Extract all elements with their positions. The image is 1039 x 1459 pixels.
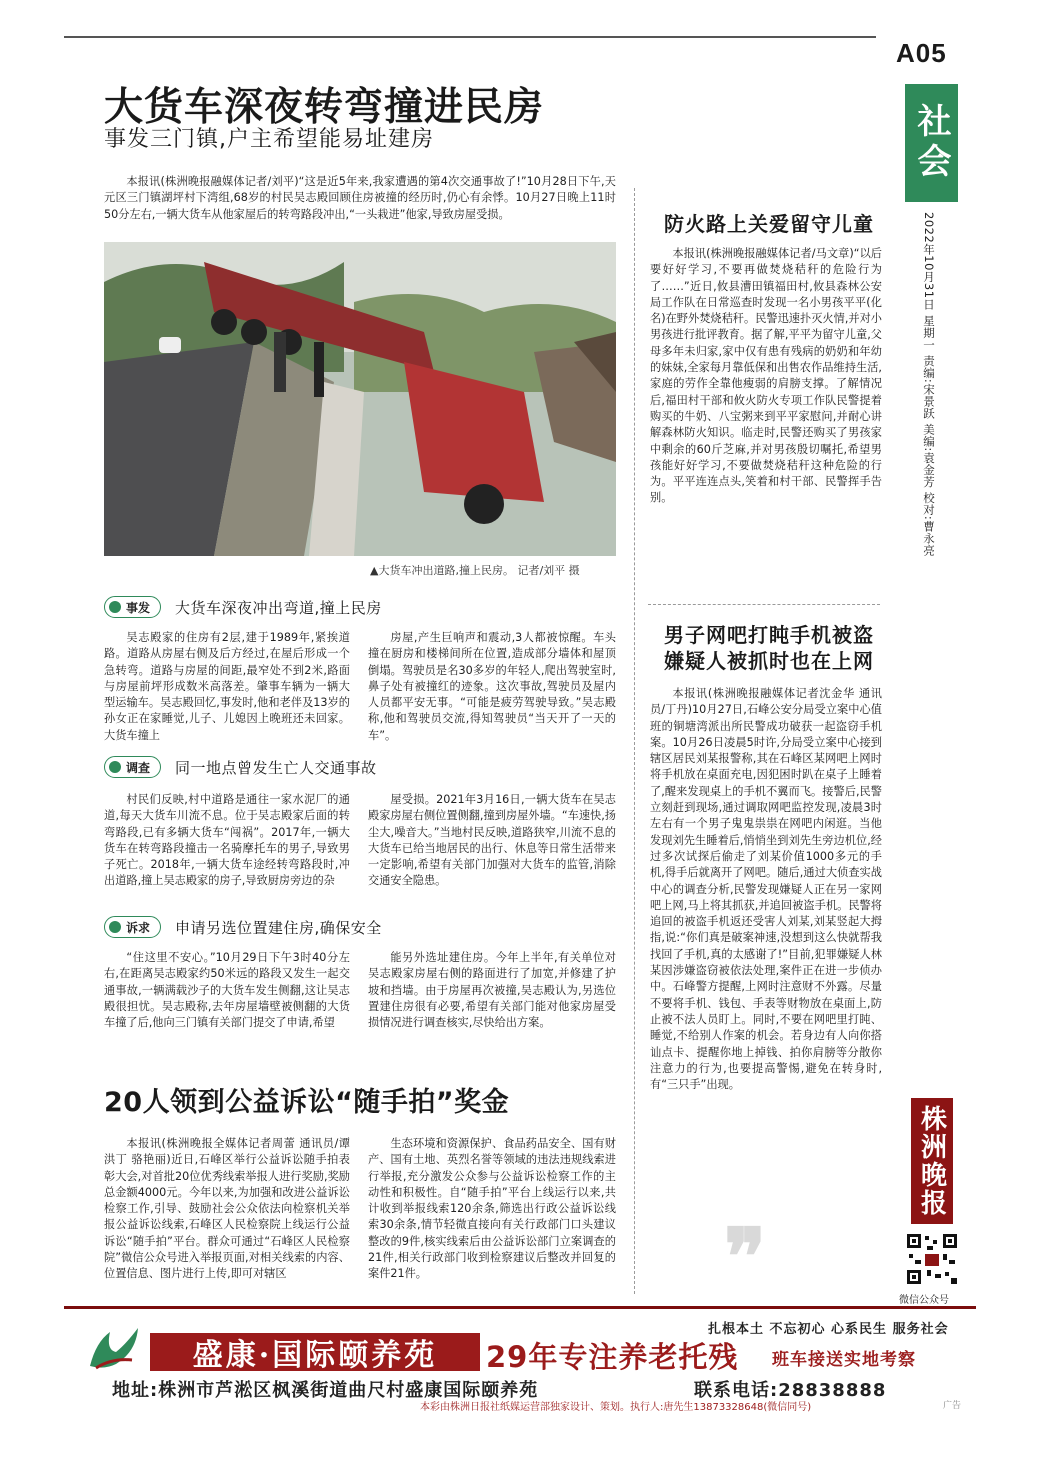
section-col-left <box>104 792 350 890</box>
ad-slogan: 扎根本土 不忘初心 心系民生 服务社会 <box>708 1322 949 1337</box>
quote-mark-icon: ❞ <box>724 1212 766 1303</box>
story4-headline: 男子网吧打盹手机被盗 嫌疑人被抓时也在上网 <box>664 623 874 673</box>
ad-brand: 盛康·国际颐养苑 <box>150 1333 480 1371</box>
section-col-left <box>104 950 350 1031</box>
news-photo <box>104 242 616 556</box>
paragraph: 本报讯(株洲晚报融媒体记者沈金华 通讯员/丁丹)10月27日,石峰公安分局受立案中心值班的铜塘湾派出所民警成功破获一起盗窃手机案。10月26日凌晨5时许,分局受立案中心接到辖区居民刘某报警称,其在石峰区某网吧上网时将手机放在桌面充电,因犯困时趴在桌子上睡着了,醒来发现桌上的手机不翼而飞。接警后,民警立刻赶到现场,通过调取网吧监控发现,凌晨3时左右有一个男子鬼鬼祟祟在网吧内闲逛。当他发现刘先生睡着后,悄悄坐到刘先生旁边机位,经过多次试探后偷走了刘某价值1000多元的手机,得手后就离开了网吧。随后,通过大侦查实战中心的调查分析,民警发现嫌疑人正在另一家网吧上网,马上将其抓获,并追回被盗手机。民警将追回的被盗手机返还受害人刘某,刘某竖起大拇指,说:“你们真是破案神速,没想到这么快就帮我找回了手机,真的太感谢了!”目前,犯罪嫌疑人林某因涉嫌盗窃被依法处理,案件正在进一步侦办中。石峰警方提醒,上网时注意财不外露。尽量不要将手机、钱包、手表等财物放在桌面上,防止被不法人员盯上。同时,不要在网吧里打盹、睡觉,不给别人作案的机会。若身边有人向你搭讪点卡、提醒你地上掉钱、拍你肩膀等分散你注意力的行为,也要提高警惕,避免在转身时,有“三只手”出现。 <box>650 687 882 1092</box>
tag-dot-icon <box>109 601 121 613</box>
tag-dot-icon <box>109 761 121 773</box>
column-divider <box>634 188 636 1294</box>
paragraph: “住这里不安心。”10月29日下午3时40分左右,在距离吴志殿家约50米远的路段又发生一起交通事故,一辆满载沙子的大货车发生侧翻,这让吴志殿很担忧。吴志殿称,去年房屋墙壁被侧翻的大货车撞了后,他向三门镇有关部门提交了申请,希望 <box>104 951 350 1030</box>
story-separator <box>648 604 880 605</box>
paragraph: 本报讯(株洲晚报全媒体记者周蕾 通讯员/谭洪丁 骆艳丽)近日,石峰区举行公益诉讼随手拍表彰大会,对首批20位优秀线索举报人进行奖励,奖励总金额4000元。今年以来,为加强和改进公益诉讼检察工作,引导、鼓励社会公众依法向检察机关举报公益诉讼线索,石峰区人民检察院上线运行公益诉讼“随手拍”平台。群众可通过“石峰区人民检察院”微信公众号进入举报页面,对相关线索的内容、位置信息、图片进行上传,即可对辖区 <box>104 1137 350 1281</box>
newspaper-logo: 株洲晚报 <box>911 1098 953 1224</box>
dateline: 2022年10月31日 星期一 责编:宋景跃 美编:袁金芳 校对:曹永亮 <box>922 212 936 557</box>
section-heading: 同一地点曾发生亡人交通事故 <box>175 758 377 777</box>
section-tab[interactable]: 社会 <box>905 84 958 202</box>
paragraph: 吴志殿家的住房有2层,建于1989年,紧挨道路。道路从房屋右侧及后方经过,在屋后形成一个急转弯。道路与房屋的间距,最窄处不到2米,路面与房屋前坪形成数米高落差。肇事车辆为一辆大型运输车。吴志殿回忆,事发时,他和老伴及13岁的孙女正在家睡觉,儿子、儿媳因上晚班还未回家。大货车撞上 <box>104 631 350 742</box>
paragraph: 本报讯(株洲晚报融媒体记者/马文章)“以后要好好学习,不要再做焚烧秸秆的危险行为了……”近日,攸县漕田镇福田村,攸县森林公安局工作队在日常巡查时发现一名小男孩平平(化名)在野外焚烧秸秆。民警迅速扑灭火情,并对小男孩进行批评教育。据了解,平平为留守儿童,父母多年未归家,家中仅有患有残病的奶奶和年幼的妹妹,全家每月靠低保和出售农作品维持生活,家庭的劳作全靠他瘦弱的肩膀支撑。了解情况后,福田村干部和攸火防火专项工作队民警提着购买的牛奶、八宝粥来到平平家慰问,并耐心讲解森林防火知识。临走时,民警还购买了男孩家中剩余的60斤芝麻,并对男孩殷切嘱托,希望男孩能好好学习,不要做焚烧秸秆这种危险的行为。平平连连点头,笑着和村干部、民警挥手告别。 <box>650 247 882 505</box>
main-lead-text: 本报讯(株洲晚报融媒体记者/刘平)“这是近5年来,我家遭遇的第4次交通事故了!”10月28日下午,天元区三门镇湖坪村下湾组,68岁的村民吴志殿回顾住房被撞的经历时,仍心有余悸。10月27日晚上11时50分左右,一辆大货车从他家屋后的转弯路段冲出,“一头栽进”他家,导致房屋受损。 <box>104 175 616 221</box>
section-col-right <box>368 630 616 744</box>
paragraph: 生态环境和资源保护、食品药品安全、国有财产、国有土地、英烈名誉等领域的违法违规线索进行举报,充分激发公众参与公益诉讼检察工作的主动性和积极性。自“随手拍”平台上线运行以来,共计收到举报线索120余条,筛选出行政公益诉讼线索30余条,情节轻微直接向有关行政部门口头建议整改的9件,核实线索后由公益诉讼部门立案调查的21件,相关行政部门收到检察建议后整改并回复的案件21件。 <box>368 1137 616 1281</box>
qr-code-icon <box>905 1232 959 1286</box>
main-subheadline: 事发三门镇,户主希望能易址建房 <box>104 127 434 152</box>
section-header-investigation <box>104 756 377 778</box>
section-header-incident <box>104 596 382 618</box>
ad-phone: 联系电话:28838888 <box>694 1380 887 1401</box>
ad-tagline: 29年专注养老托残 <box>486 1340 739 1374</box>
tag-badge <box>104 756 161 778</box>
tag-label: 调查 <box>126 760 151 775</box>
photo-caption: ▲大货车冲出道路,撞上民房。 记者/刘平 摄 <box>370 564 580 577</box>
top-rule <box>64 36 876 38</box>
section-col-right <box>368 950 616 1031</box>
ad-address: 地址:株洲市芦淞区枫溪街道曲尺村盛康国际颐养苑 <box>112 1380 539 1401</box>
story3-headline: 防火路上关爱留守儿童 <box>664 212 874 236</box>
ad-logo-icon <box>86 1322 144 1372</box>
section-col-right <box>368 792 616 890</box>
story4-body <box>650 686 882 1093</box>
section-heading: 大货车深夜冲出弯道,撞上民房 <box>175 598 382 617</box>
story3-body <box>650 246 882 507</box>
ad-tagline-secondary: 班车接送实地考察 <box>772 1350 916 1370</box>
qr-code[interactable] <box>905 1232 959 1286</box>
page-number: A05 <box>896 38 947 68</box>
paragraph: 能另外选址建住房。今年上半年,有关单位对吴志殿家房屋右侧的路面进行了加宽,并修建了护坡和挡墙。由于房屋再次被撞,吴志殿认为,另选位置建住房很有必要,希望有关部门能对他家房屋受损情况进行调查核实,尽快给出方案。 <box>368 951 616 1030</box>
section-col-left <box>104 630 350 744</box>
paragraph: 房屋,产生巨响声和震动,3人都被惊醒。车头撞在厨房和楼梯间所在位置,造成部分墙体和屋顶倒塌。驾驶员是名30多岁的年轻人,爬出驾驶室时,鼻子处有被撞红的迹象。这次事故,驾驶员及屋内人员都平安无事。“可能是疲劳驾驶导致。”吴志殿称,他和驾驶员交流,得知驾驶员“当天开了一天的车”。 <box>368 631 616 742</box>
paragraph: 村民们反映,村中道路是通往一家水泥厂的通道,每天大货车川流不息。位于吴志殿家后面的转弯路段,已有多辆大货车“闯祸”。2017年,一辆大货车在转弯路段撞击一名骑摩托车的男子,导致男子死亡。2018年,一辆大货车途经转弯路段时,冲出道路,撞上吴志殿家的房子,导致厨房旁边的杂 <box>104 793 350 888</box>
main-lead <box>104 174 616 223</box>
ad-footer: 本彩由株洲日报社纸媒运营部独家设计、策划。执行人:唐先生13873328648(微信同号) <box>420 1402 812 1413</box>
tag-dot-icon <box>109 921 121 933</box>
tag-label: 事发 <box>126 600 151 615</box>
section-heading: 申请另选位置建住房,确保安全 <box>175 918 382 937</box>
ad-label: 广告 <box>943 1401 962 1411</box>
section-header-appeal <box>104 916 382 938</box>
story2-col-left <box>104 1136 350 1283</box>
truck-crash-photo <box>104 242 616 556</box>
paragraph: 屋受损。2021年3月16日,一辆大货车在吴志殿家房屋右侧位置侧翻,撞到房屋外墙。“车速快,扬尘大,噪音大。”当地村民反映,道路狭窄,川流不息的大货车已给当地居民的出行、休息等日常生活带来一定影响,希望有关部门加强对大货车的监管,消除交通安全隐患。 <box>368 793 616 888</box>
tag-label: 诉求 <box>126 920 151 935</box>
story2-col-right <box>368 1136 616 1283</box>
main-headline: 大货车深夜转弯撞进民房 <box>104 85 545 130</box>
story2-headline: 20人领到公益诉讼“随手拍”奖金 <box>104 1087 510 1118</box>
qr-label: 微信公众号 <box>899 1295 949 1306</box>
tag-badge <box>104 596 161 618</box>
tag-badge <box>104 916 161 938</box>
